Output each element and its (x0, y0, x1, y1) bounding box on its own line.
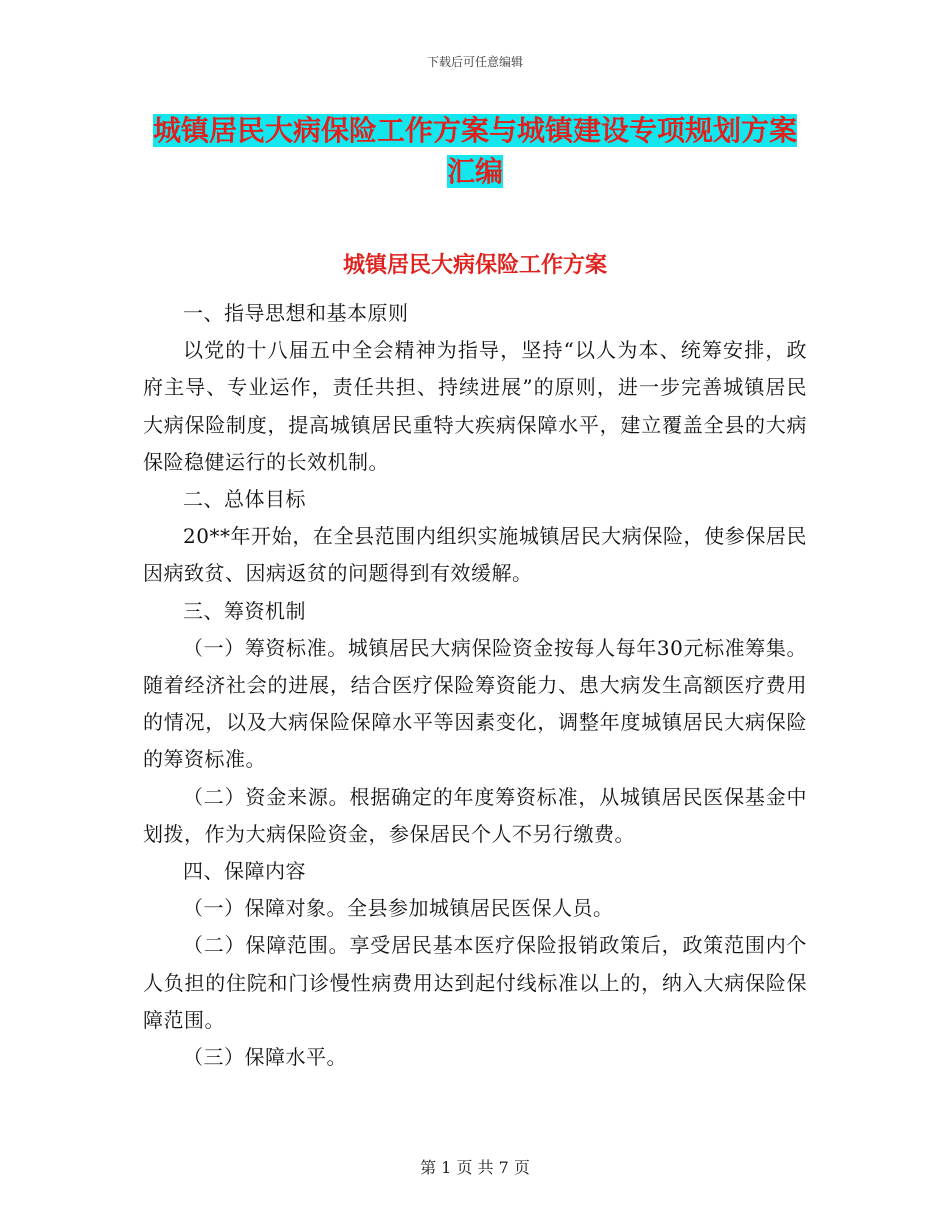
paragraph-funding-standard: （一）筹资标准。城镇居民大病保险资金按每人每年30元标准筹集。随着经济社会的进展，结合医疗保险筹资能力、患大病发生高额医疗费用的情况，以及大病保险保障水平等因素变化，调整年度城镇居民大病保险的筹资标准。 (143, 635, 807, 772)
document-title-line-1-text: 城镇居民大病保险工作方案与城镇建设专项规划方案 (152, 114, 797, 147)
heading-overall-goal: 二、总体目标 (183, 487, 306, 512)
paragraph-coverage-target: （一）保障对象。全县参加城镇居民医保人员。 (183, 896, 614, 921)
paragraph-coverage-scope: （二）保障范围。享受居民基本医疗保险报销政策后，政策范围内个人负担的住院和门诊慢性病费用达到起付线标准以上的，纳入大病保险保障范围。 (143, 933, 807, 1032)
paragraph-overall-goal: 20**年开始，在全县范围内组织实施城镇居民大病保险，使参保居民因病致贫、因病返贫的问题得到有效缓解。 (143, 524, 807, 586)
paragraph-coverage-level: （三）保障水平。 (183, 1045, 347, 1070)
heading-coverage-content: 四、保障内容 (183, 859, 306, 884)
paragraph-funding-source: （二）资金来源。根据确定的年度筹资标准，从城镇居民医保基金中划拨，作为大病保险资金，参保居民个人不另行缴费。 (143, 784, 807, 846)
document-body (143, 295, 807, 1076)
section-title: 城镇居民大病保险工作方案 (342, 253, 607, 278)
heading-funding-mechanism: 三、筹资机制 (183, 598, 306, 623)
document-title-line-2-text: 汇编 (446, 155, 503, 188)
document-title-line-2 (0, 154, 950, 190)
heading-guiding-principles: 一、指导思想和基本原则 (183, 301, 409, 325)
page-number-footer: 第 1 页 共 7 页 (420, 1158, 530, 1177)
paragraph-guiding-principles: 以党的十八届五中全会精神为指导，坚持“以人为本、统筹安排，政府主导、专业运作，责任共担、持续进展”的原则，进一步完善城镇居民大病保险制度，提高城镇居民重特大疾病保障水平，建立覆盖全县的大病保险稳健运行的长效机制。 (143, 338, 807, 474)
document-title-line-1 (0, 113, 950, 149)
header-note: 下载后可任意编辑 (426, 55, 523, 69)
